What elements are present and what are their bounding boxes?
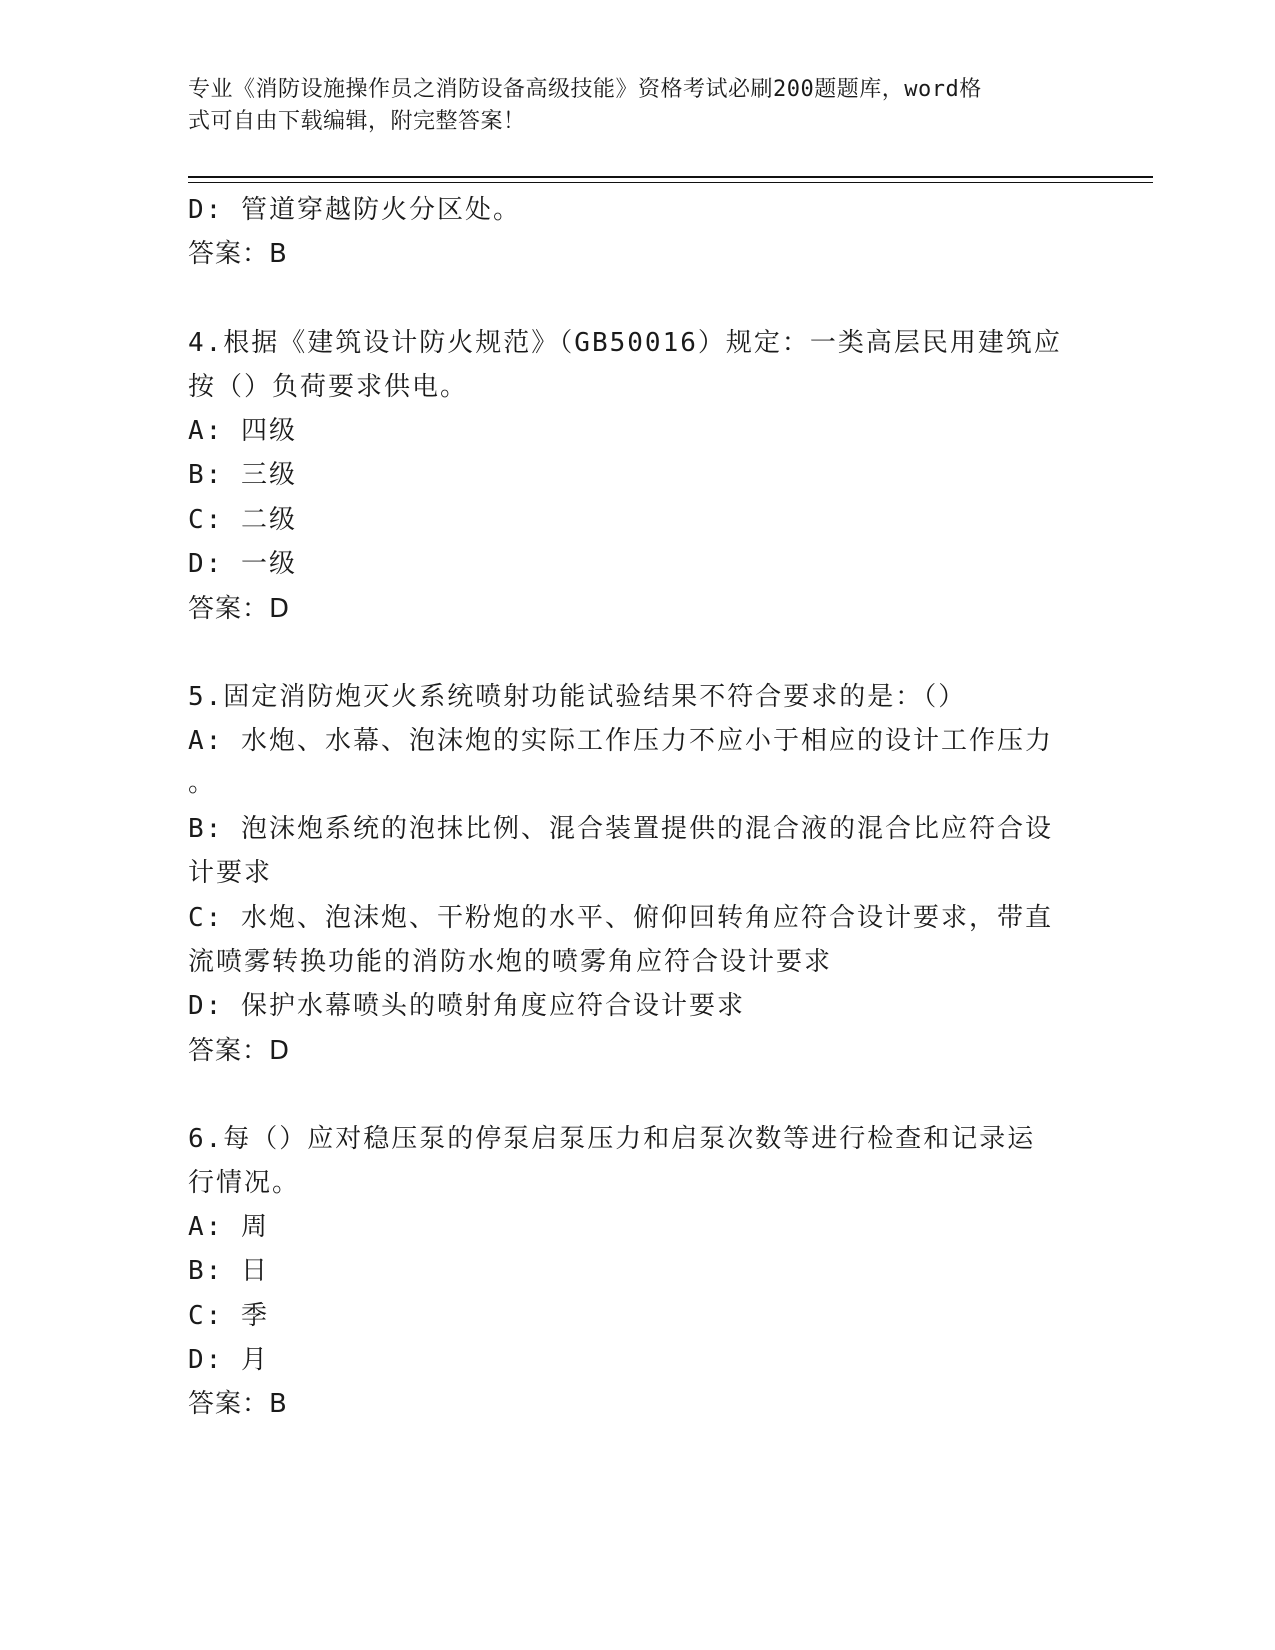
q5-option-d: D: 保护水幕喷头的喷射角度应符合设计要求 [188,991,745,1021]
q6-stem-line-2: 行情况。 [188,1168,301,1198]
q4-option-d: D: 一级 [188,549,297,579]
q5-option-b-line-1: B: 泡沫炮系统的泡抹比例、混合装置提供的混合液的混合比应符合设 [188,814,1053,844]
q5-option-a-line-2: 。 [188,768,217,798]
q4-answer: 答案：D [188,594,291,624]
q6-option-b: B: 日 [188,1256,269,1286]
q5-option-b-line-2: 计要求 [188,858,273,888]
q4-stem-line-1: 4.根据《建筑设计防火规范》（GB50016）规定：一类高层民用建筑应 [188,328,1062,358]
q5-answer: 答案：D [188,1036,291,1066]
q6-answer: 答案：B [188,1389,288,1419]
q5-option-c-line-1: C: 水炮、泡沫炮、干粉炮的水平、俯仰回转角应符合设计要求，带直 [188,903,1053,933]
q4-option-b: B: 三级 [188,460,297,490]
q6-stem-line-1: 6.每（）应对稳压泵的停泵启泵压力和启泵次数等进行检查和记录运 [188,1124,1036,1154]
header-divider-thin [188,182,1153,183]
document-header [188,74,1088,138]
q6-option-c: C: 季 [188,1301,269,1331]
q6-option-a: A: 周 [188,1212,269,1242]
q4-stem-line-2: 按（）负荷要求供电。 [188,372,469,402]
q5-stem-line-1: 5.固定消防炮灭火系统喷射功能试验结果不符合要求的是：（） [188,682,967,712]
header-line-1: 专业《消防设施操作员之消防设备高级技能》资格考试必刷200题题库，word格 [188,77,982,102]
q4-option-c: C: 二级 [188,505,297,535]
q5-option-c-line-2: 流喷雾转换功能的消防水炮的喷雾角应符合设计要求 [188,947,833,977]
q4-option-a: A: 四级 [188,416,297,446]
q6-option-d: D: 月 [188,1345,269,1375]
q3-answer: 答案：B [188,239,288,269]
q5-option-a-line-1: A: 水炮、水幕、泡沫炮的实际工作压力不应小于相应的设计工作压力 [188,726,1053,756]
header-line-2: 式可自由下载编辑，附完整答案！ [188,109,526,134]
header-divider-thick [188,176,1153,178]
q3-option-d: D: 管道穿越防火分区处。 [188,195,521,225]
